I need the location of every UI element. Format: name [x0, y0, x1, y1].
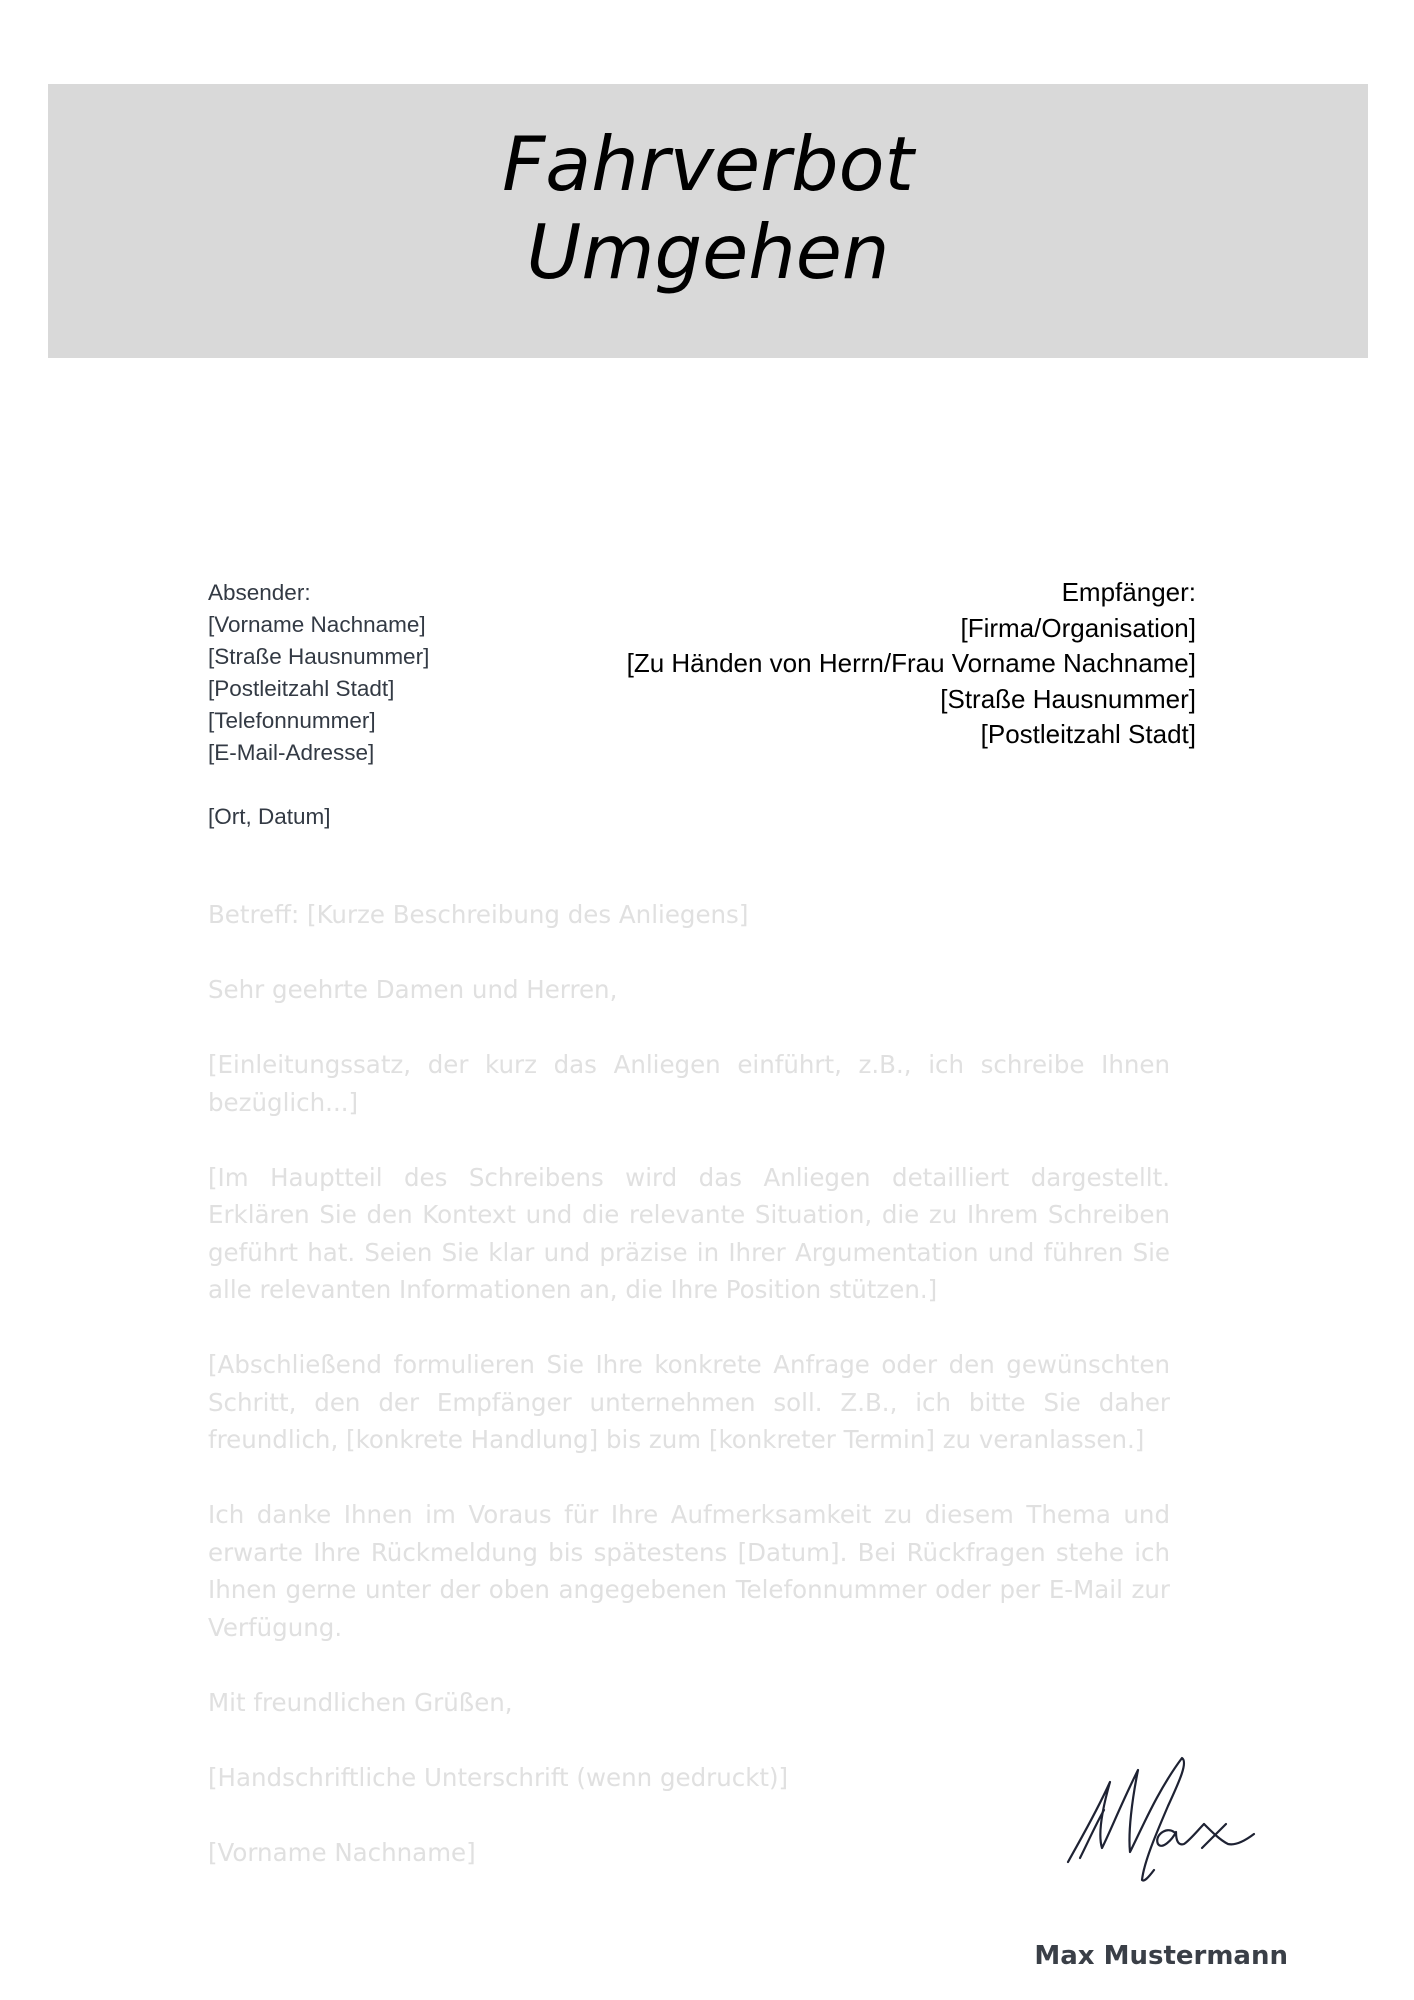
salutation: Sehr geehrte Damen und Herren,: [208, 975, 618, 1004]
signature-placeholder: [Handschriftliche Unterschrift (wenn gedruckt)]: [208, 1762, 789, 1792]
request-paragraph: [Abschließend formulieren Sie Ihre konkrete Anfrage oder den gewünschten Schritt, den der Empfänger unternehmen soll. Z.B., ich bitte Sie daher freundlich, [konkrete Handlung] bis zum [konkreter Termin] zu veranlassen.]: [208, 1350, 1170, 1454]
recipient-block: [496, 575, 1196, 753]
sender-label: Absender:: [208, 580, 311, 605]
main-paragraph: [Im Hauptteil des Schreibens wird das Anliegen detailliert dargestellt. Erklären Sie den Kontext und die relevante Situation, die zu Ihrem Schreiben geführt hat. Seien Sie klar und präzise in Ihrer Argumentation und führen Sie alle relevanten Informationen an, die Ihre Position stützen.]: [208, 1162, 1170, 1304]
sender-phone: [Telefonnummer]: [208, 708, 376, 733]
regards-line: Mit freundlichen Grüßen,: [208, 1687, 513, 1717]
recipient-city: [Postleitzahl Stadt]: [980, 719, 1196, 749]
sender-email: [E-Mail-Adresse]: [208, 740, 375, 765]
place-date: [Ort, Datum]: [208, 804, 331, 829]
sender-name: [Vorname Nachname]: [208, 612, 426, 637]
sender-street: [Straße Hausnummer]: [208, 644, 430, 669]
recipient-street: [Straße Hausnummer]: [940, 683, 1196, 714]
title-line-1: Fahrverbot: [502, 120, 914, 208]
handwritten-signature: [1050, 1740, 1280, 1890]
subject-line: Betreff: [Kurze Beschreibung des Anliegens]: [208, 900, 749, 929]
closing-paragraph: Ich danke Ihnen im Voraus für Ihre Aufmerksamkeit zu diesem Thema und erwarte Ihre Rückmeldung bis spätestens [Datum]. Bei Rückfragen stehe ich Ihnen gerne unter der oben angegebenen Telefonnummer oder per E-Mail zur Verfügung.: [208, 1500, 1170, 1642]
sender-city: [Postleitzahl Stadt]: [208, 676, 395, 701]
sender-spacer: [208, 769, 628, 801]
document-title: [48, 120, 1368, 296]
name-placeholder: [Vorname Nachname]: [208, 1837, 476, 1867]
letter-body: [208, 896, 1170, 1909]
recipient-company: [Firma/Organisation]: [960, 612, 1196, 643]
title-banner: [48, 84, 1368, 358]
intro-paragraph: [Einleitungssatz, der kurz das Anliegen einführt, z.B., ich schreibe Ihnen bezüglich...]: [208, 1050, 1170, 1117]
signer-name: Max Mustermann: [1034, 1941, 1288, 1971]
recipient-label: Empfänger:: [1061, 577, 1196, 607]
recipient-attention: [Zu Händen von Herrn/Frau Vorname Nachname]: [626, 648, 1196, 678]
title-line-2: Umgehen: [526, 208, 890, 296]
